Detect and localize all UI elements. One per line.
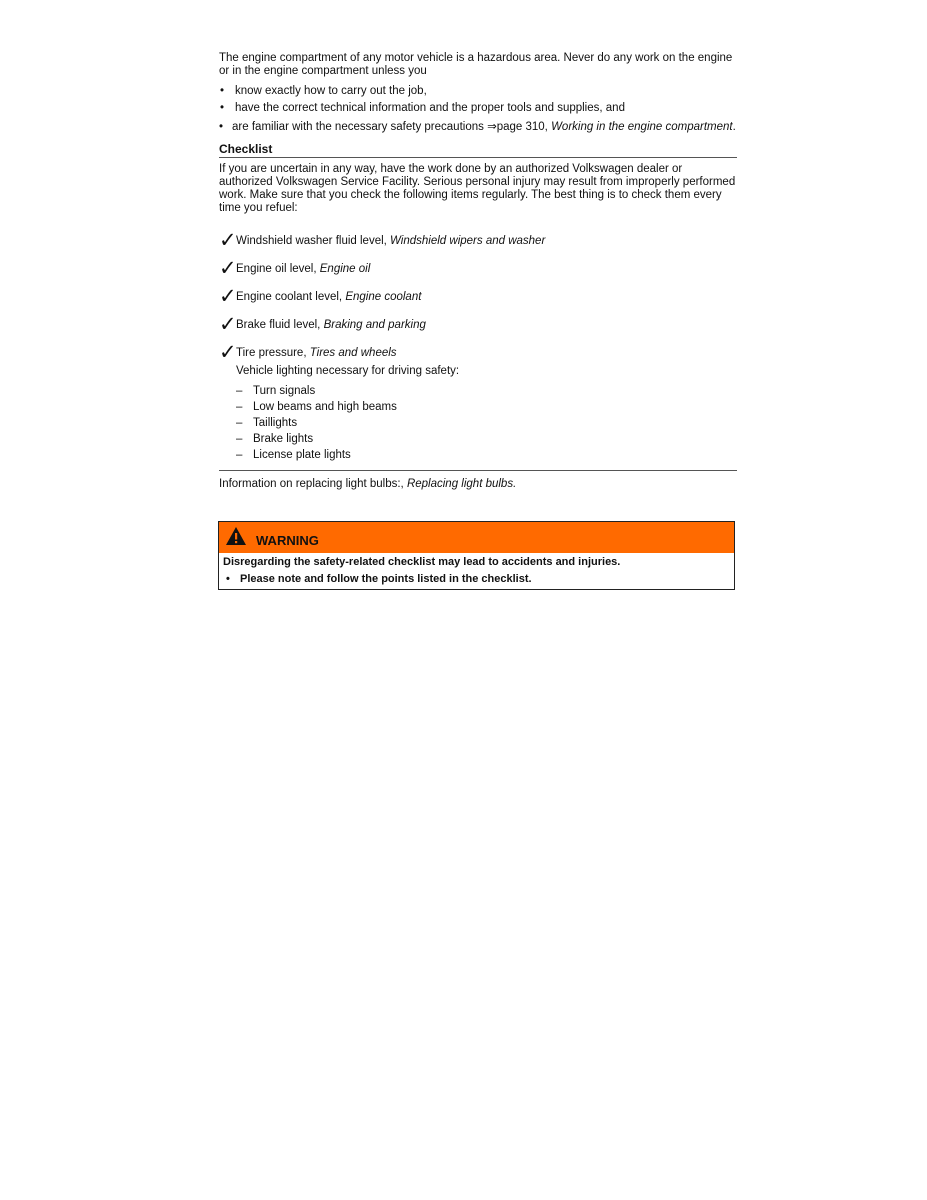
checklist-item-text: Tire pressure, <box>236 347 310 359</box>
list-item <box>236 417 737 433</box>
warning-body <box>219 553 734 589</box>
dash-icon: – <box>236 385 243 397</box>
dash-icon: – <box>236 417 243 429</box>
dash-icon: – <box>236 401 243 413</box>
warning-bullet-text: Please note and follow the points listed in the checklist. <box>240 573 532 585</box>
checkmark-icon: ✓ <box>219 312 237 336</box>
list-item-end: . <box>732 121 736 133</box>
checklist-item-text: Brake fluid level, <box>236 319 324 331</box>
cross-reference-link[interactable]: Working in the engine compartment <box>551 121 733 133</box>
checklist-item <box>219 227 737 255</box>
bullet-icon: • <box>220 85 225 97</box>
list-item-text: Brake lights <box>253 433 314 445</box>
document-page <box>219 52 737 491</box>
list-item <box>236 449 737 465</box>
checklist-item <box>219 255 737 283</box>
bullet-icon: • <box>219 121 224 133</box>
checklist-item-text: Engine coolant level, <box>236 291 346 303</box>
list-item-text: know exactly how to carry out the job, <box>235 85 427 97</box>
warning-title: WARNING <box>256 533 319 548</box>
warning-box <box>218 521 735 590</box>
checklist-item <box>219 283 737 311</box>
checklist-item-ref[interactable]: Braking and parking <box>323 319 426 331</box>
checklist-item-text: Windshield washer fluid level, <box>236 235 391 247</box>
checklist-item <box>219 339 737 367</box>
intro-paragraph: The engine compartment of any motor vehicle is a hazardous area. Never do any work on the engine or in the engine compartment unless you <box>219 52 733 77</box>
warning-bullet <box>223 573 730 586</box>
dash-icon: – <box>236 433 243 445</box>
info-text: Information on replacing light bulbs:, <box>219 478 407 490</box>
checklist-item-text: Engine oil level, <box>236 263 320 275</box>
section-heading: Checklist <box>219 143 737 158</box>
checkmark-icon: ✓ <box>219 284 237 308</box>
list-item <box>236 433 737 449</box>
warning-header <box>219 522 734 553</box>
list-item <box>236 385 737 401</box>
warning-triangle-icon <box>225 526 247 550</box>
lighting-list <box>219 385 737 465</box>
list-item-text: Taillights <box>253 417 298 429</box>
bullet-icon: • <box>226 573 230 585</box>
checklist-item-ref[interactable]: Tires and wheels <box>309 347 397 359</box>
info-ref-link[interactable]: Replacing light bulbs. <box>406 478 517 490</box>
list-item-text: have the correct technical information and the proper tools and supplies, and <box>235 102 625 114</box>
list-item-text: are familiar with the necessary safety precautions ⇒page 310, <box>232 121 552 133</box>
list-item <box>219 102 737 115</box>
list-item <box>219 121 737 134</box>
list-item <box>236 401 737 417</box>
checkmark-icon: ✓ <box>219 256 237 280</box>
checkmark-icon: ✓ <box>219 228 237 252</box>
lighting-label: Vehicle lighting necessary for driving safety: <box>236 365 460 377</box>
list-item <box>219 85 737 98</box>
checklist-item-ref[interactable]: Engine oil <box>319 263 371 275</box>
bullet-icon: • <box>220 102 225 114</box>
checklist-intro: If you are uncertain in any way, have the work done by an authorized Volkswagen dealer or authorized Volkswagen Service Facility. Serious personal injury may result from improperly performed work. Make sure that you check the following items regularly. The best thing is to check them every time you refuel: <box>219 163 736 214</box>
section-divider <box>219 470 737 471</box>
list-item-text: License plate lights <box>253 449 351 461</box>
info-paragraph <box>219 478 737 491</box>
list-item-text: Low beams and high beams <box>253 401 397 413</box>
list-item-text: Turn signals <box>253 385 316 397</box>
checklist-item-ref[interactable]: Windshield wipers and washer <box>390 235 546 247</box>
warning-line: Disregarding the safety-related checklist may lead to accidents and injuries. <box>223 556 621 568</box>
checklist-item <box>219 311 737 339</box>
checklist-item-ref[interactable]: Engine coolant <box>345 291 422 303</box>
checkmark-icon: ✓ <box>219 340 237 364</box>
dash-icon: – <box>236 449 243 461</box>
